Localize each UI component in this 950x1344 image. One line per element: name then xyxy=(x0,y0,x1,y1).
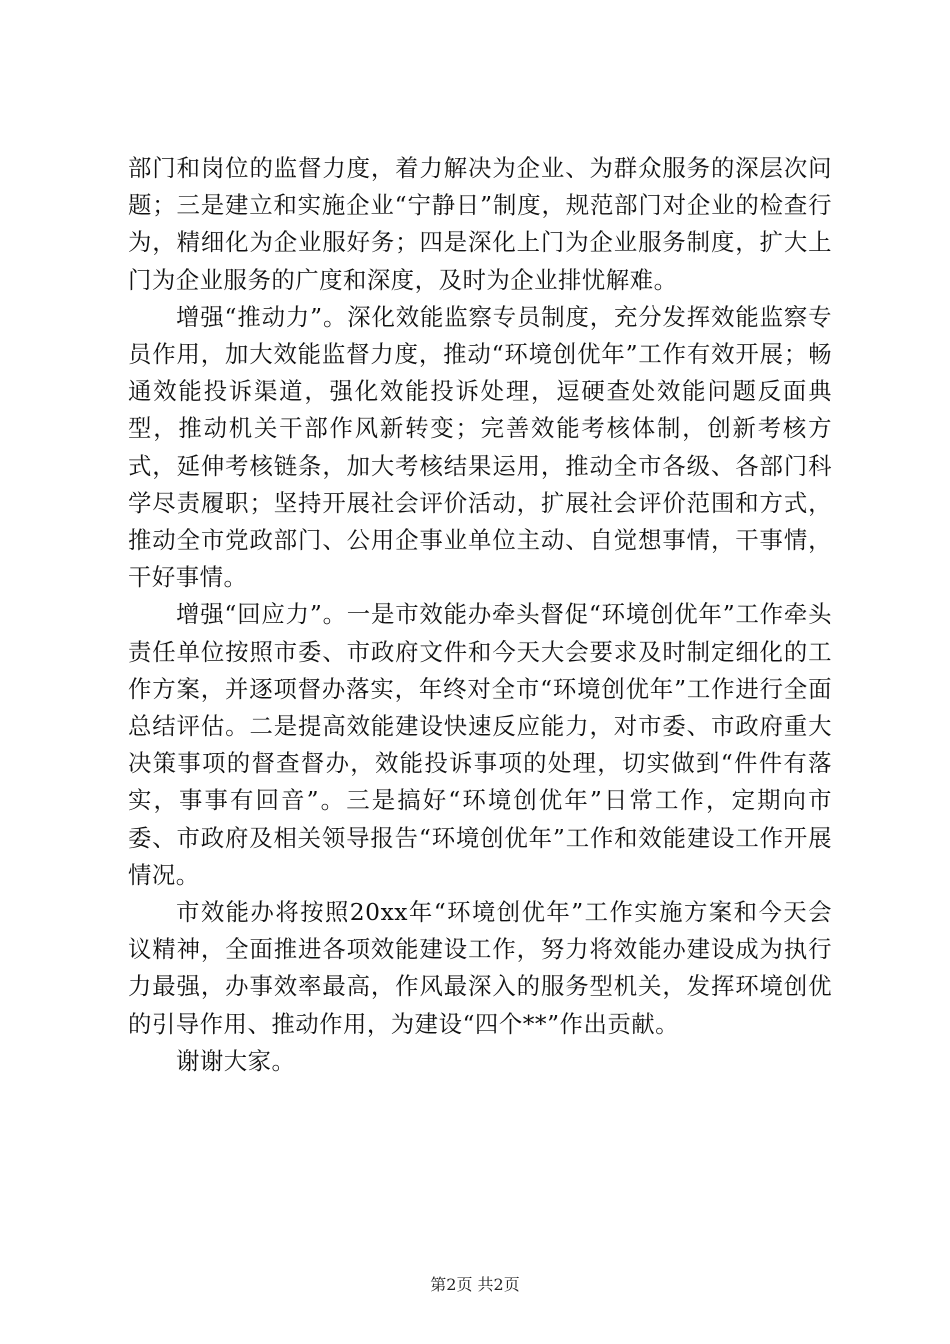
paragraph-4: 市效能办将按照20xx年“环境创优年”工作实施方案和今天会议精神，全面推进各项效能建设工作，努力将效能办建设成为执行力最强，办事效率最高，作风最深入的服务型机关，发挥环境创优的引导作用、推动作用，为建设“四个**”作出贡献。 xyxy=(128,898,832,1038)
paragraph-1: 部门和岗位的监督力度，着力解决为企业、为群众服务的深层次问题；三是建立和实施企业“宁静日”制度，规范部门对企业的检查行为，精细化为企业服好务；四是深化上门为企业服务制度，扩大上门为企业服务的广度和深度，及时为企业排忧解难。 xyxy=(128,154,832,294)
paragraph-5: 谢谢大家。 xyxy=(176,1046,296,1075)
page-footer xyxy=(0,1274,950,1296)
paragraph-3: 增强“回应力”。一是市效能办牵头督促“环境创优年”工作牵头责任单位按照市委、市政府文件和今天大会要求及时制定细化的工作方案，并逐项督办落实，年终对全市“环境创优年”工作进行全面总结评估。二是提高效能建设快速反应能力，对市委、市政府重大决策事项的督查督办，效能投诉事项的处理，切实做到“件件有落实，事事有回音”。三是搞好“环境创优年”日常工作，定期向市委、市政府及相关领导报告“环境创优年”工作和效能建设工作开展情况。 xyxy=(128,600,832,889)
page-number-label: 第2页 共2页 xyxy=(430,1275,520,1294)
paragraph-2: 增强“推动力”。深化效能监察专员制度，充分发挥效能监察专员作用，加大效能监督力度，推动“环境创优年”工作有效开展；畅通效能投诉渠道，强化效能投诉处理，逗硬查处效能问题反面典型，推动机关干部作风新转变；完善效能考核体制，创新考核方式，延伸考核链条，加大考核结果运用，推动全市各级、各部门科学尽责履职；坚持开展社会评价活动，扩展社会评价范围和方式，推动全市党政部门、公用企事业单位主动、自觉想事情，干事情，干好事情。 xyxy=(128,302,832,592)
document-body xyxy=(128,150,832,1080)
